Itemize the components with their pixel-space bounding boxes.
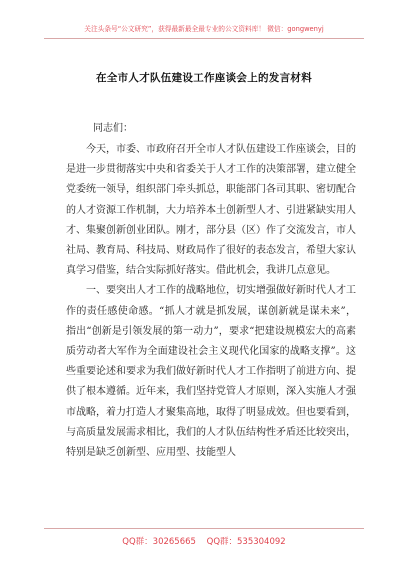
salutation: 同志们： <box>93 123 133 134</box>
paragraph-section-one: 一、要突出人才工作的战略地位，切实增强做好新时代人才工作的责任感使命感。“抓人才就是抓发展，谋创新就是谋未来”，指出“创新是引领发展的第一动力”，要求“把建设规模宏大的高素质劳动者大军作为全面建设社会主义现代化国家的战略支撑”。这些重要论述和要求为我们做好新时代人才工作指明了前进方向、提供了根本遵循。近年来，我们坚持党管人才原则，深入实施人才强市战略，着力打造人才聚集高地，取得了明显成效。但也要看到，与高质量发展需求相比，我们的人才队伍结构性矛盾还比较突出，特别是缺乏创新型、应用型、技能型人 <box>66 285 356 459</box>
footer-contact <box>44 535 364 547</box>
footer <box>44 528 364 547</box>
header-banner-text: 关注头条号“公文研究”，获得最新最全最专业的公文资料库！ 微信：gongwenyj <box>84 25 324 33</box>
paragraph-intro: 今天，市委、市政府召开全市人才队伍建设工作座谈会，目的是进一步贯彻落实中央和省委关于人才工作的决策部署，建立健全党委统一领导，组织部门牵头抓总，职能部门各司其职、密切配合的人才资源工作机制，大力培养本土创新型人才、引进紧缺实用人才、集聚创新创业团队。刚才，部分县（区）作了交流发言，市人社局、教育局、科技局、财政局作了很好的表态发言，希望大家认真学习借鉴，结合实际抓好落实。借此机会，我讲几点意见。 <box>66 144 356 277</box>
document-body <box>66 140 356 463</box>
header-banner <box>44 24 364 39</box>
document-title: 在全市人才队伍建设工作座谈会上的发言材料 <box>96 72 312 84</box>
footer-qq-group-2: QQ群：535304092 <box>206 537 286 547</box>
footer-qq-group-1: QQ群：30265665 <box>122 537 196 547</box>
